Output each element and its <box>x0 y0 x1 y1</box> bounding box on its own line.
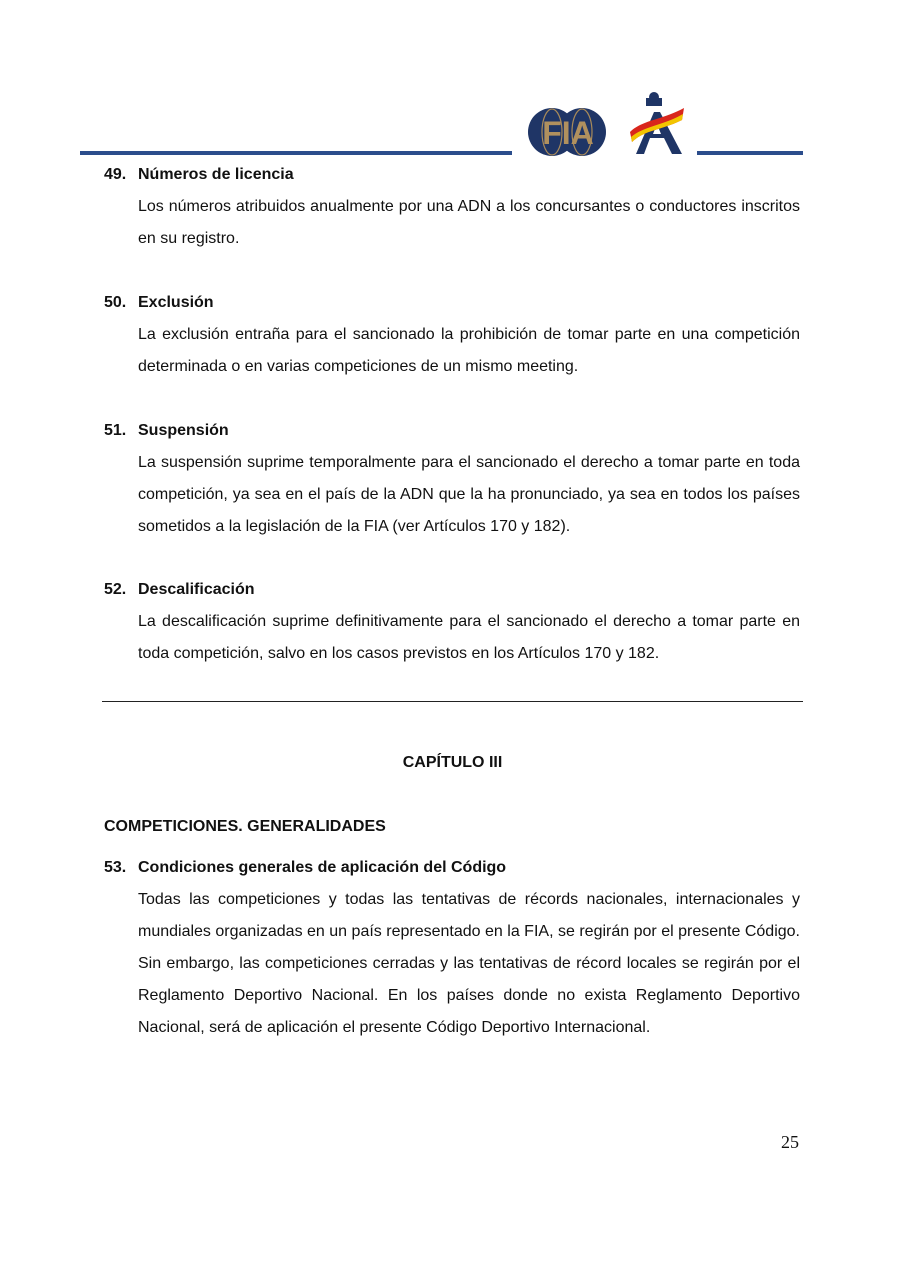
chapter-title: CAPÍTULO III <box>402 754 503 771</box>
article-title: Exclusión <box>138 294 214 311</box>
article-text-line: sometidos a la legislación de la FIA (ver Artículos 170 y 182). <box>138 518 571 535</box>
article-text-line: determinada o en varias competiciones de un mismo meeting. <box>138 358 579 375</box>
article-number: 50. <box>104 294 127 311</box>
article-text-line: Nacional, será de aplicación el presente Código Deportivo Internacional. <box>138 1019 651 1036</box>
article-text-line: La descalificación suprime definitivamente para el sancionado el derecho a tomar parte en <box>138 613 800 630</box>
article-title: Descalificación <box>138 581 255 598</box>
rfeda-logo <box>626 90 688 156</box>
article-text-line: Todas las competiciones y todas las tentativas de récords nacionales, internacionales y <box>138 891 800 908</box>
article-number: 51. <box>104 422 127 439</box>
article-number: 52. <box>104 581 127 598</box>
article-text-line: toda competición, salvo en los casos previstos en los Artículos 170 y 182. <box>138 645 660 662</box>
article-text-line: Sin embargo, las competiciones cerradas y las tentativas de récord locales se regirán por el <box>138 955 800 972</box>
article-text-line: Reglamento Deportivo Nacional. En los países donde no exista Reglamento Deportivo <box>138 987 800 1004</box>
svg-text:FIA: FIA <box>542 115 594 151</box>
article-text-line: competición, ya sea en el país de la ADN que la ha pronunciado, ya sea en todos los países <box>138 486 800 503</box>
fia-logo <box>528 104 608 160</box>
section-title: COMPETICIONES. GENERALIDADES <box>104 818 386 835</box>
article-text-line: mundiales organizadas en un país representado en la FIA, se regirán por el presente Código. <box>138 923 800 940</box>
article-title: Números de licencia <box>138 166 294 183</box>
header-rule-right <box>697 151 803 155</box>
header-rule-left <box>80 151 512 155</box>
article-title: Suspensión <box>138 422 229 439</box>
article-text-line: en su registro. <box>138 230 240 247</box>
article-text-line: Los números atribuidos anualmente por una ADN a los concursantes o conductores inscritos <box>138 198 800 215</box>
article-number: 53. <box>104 859 127 876</box>
article-text-line: La exclusión entraña para el sancionado la prohibición de tomar parte en una competición <box>138 326 800 343</box>
article-title: Condiciones generales de aplicación del Código <box>138 859 507 876</box>
page-number: 25 <box>781 1132 799 1152</box>
article-text-line: La suspensión suprime temporalmente para el sancionado el derecho a tomar parte en toda <box>138 454 800 471</box>
article-number: 49. <box>104 166 127 183</box>
section-divider <box>102 701 803 702</box>
